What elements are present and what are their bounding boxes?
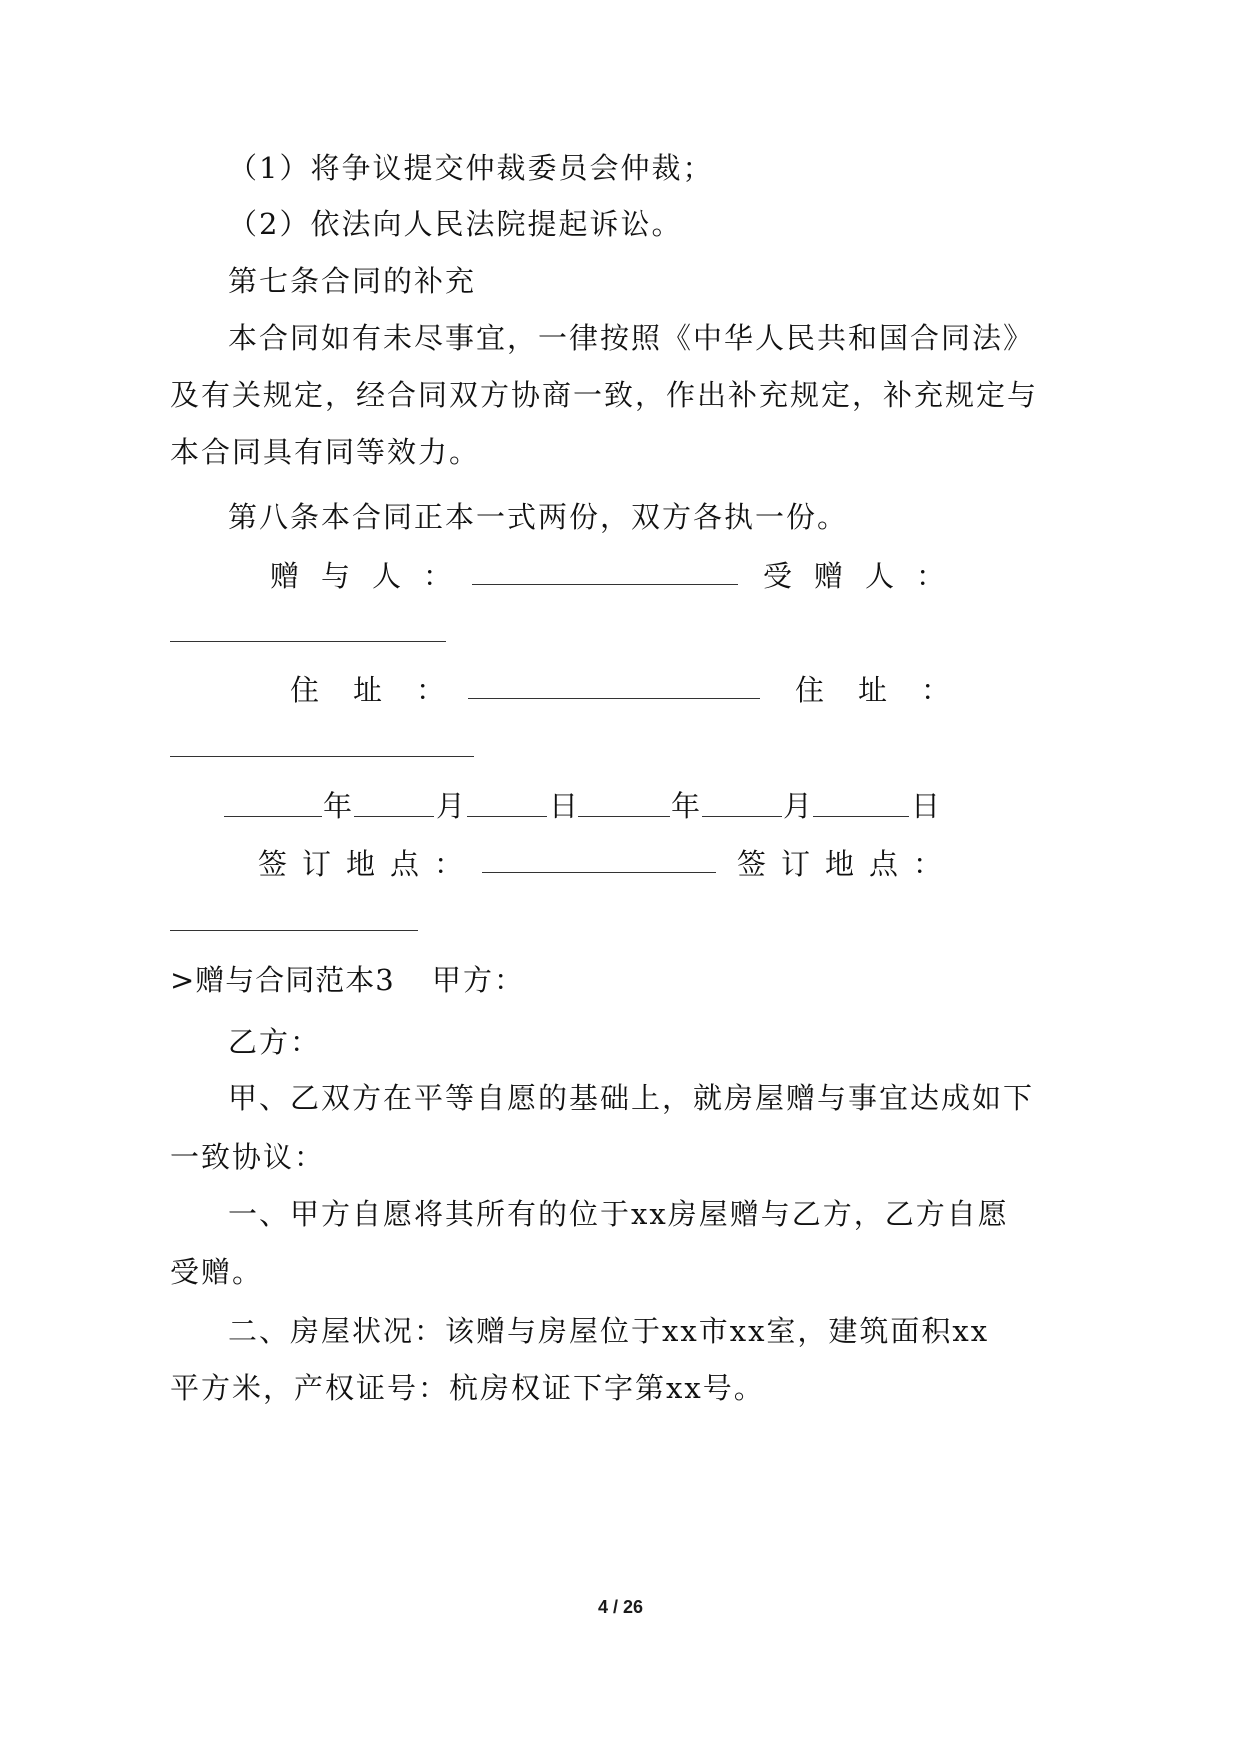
date-blank (813, 816, 909, 817)
date-blank (578, 816, 670, 817)
donor-label-text: 赠与人： (270, 559, 475, 593)
paragraph-line: 甲、乙双方在平等自愿的基础上，就房屋赠与事宜达成如下 (228, 1081, 1035, 1115)
party-b-label: 乙方： (228, 1025, 322, 1059)
clause-item-1: （1）将争议提交仲裁委员会仲裁； (228, 151, 714, 185)
paragraph-line: 本合同具有同等效力。 (170, 435, 481, 469)
date-month-label: 月 (783, 789, 815, 823)
article-7-heading: 第七条合同的补充 (228, 264, 477, 298)
date-day-label: 日 (549, 789, 581, 823)
place-left-blank (482, 872, 716, 873)
donee-blank-line (170, 641, 446, 642)
clause-item-2: （2）依法向人民法院提起诉讼。 (228, 207, 683, 241)
place-right-label: 签订地点： (737, 847, 958, 881)
paragraph-line: 受赠。 (170, 1255, 264, 1289)
donor-blank-line (472, 584, 738, 585)
date-blank (467, 816, 547, 817)
paragraph-line: 平方米，产权证号：杭房权证下字第xx号。 (170, 1371, 765, 1405)
date-month-label: 月 (436, 789, 468, 823)
address-left-label: 住址： (290, 673, 480, 707)
paragraph-line: 二、房屋状况：该赠与房屋位于xx市xx室，建筑面积xx (228, 1314, 990, 1348)
date-blank (224, 816, 322, 817)
date-blank (354, 816, 434, 817)
address-left-blank (468, 698, 760, 699)
date-year-label: 年 (671, 789, 703, 823)
paragraph-line: 及有关规定，经合同双方协商一致，作出补充规定，补充规定与 (170, 378, 1039, 412)
date-blank (702, 816, 782, 817)
address-right-label: 住址： (795, 673, 985, 707)
section-title: >赠与合同范本3 (170, 963, 395, 997)
date-year-label: 年 (323, 789, 355, 823)
party-a-label: 甲方： (432, 963, 526, 997)
place-right-blank (170, 930, 418, 931)
paragraph-line: 本合同如有未尽事宜，一律按照《中华人民共和国合同法》 (228, 321, 1035, 355)
page-indicator: 4 / 26 (597, 1597, 644, 1617)
donee-label: 受赠人： (763, 559, 968, 593)
donor-label (270, 556, 475, 596)
paragraph-line: 一致协议： (170, 1140, 326, 1174)
date-day-label: 日 (911, 789, 943, 823)
place-left-label: 签订地点： (258, 847, 479, 881)
address-right-blank (170, 756, 474, 757)
article-8-line: 第八条本合同正本一式两份，双方各执一份。 (228, 500, 849, 534)
paragraph-line: 一、甲方自愿将其所有的位于xx房屋赠与乙方，乙方自愿 (228, 1197, 1009, 1231)
